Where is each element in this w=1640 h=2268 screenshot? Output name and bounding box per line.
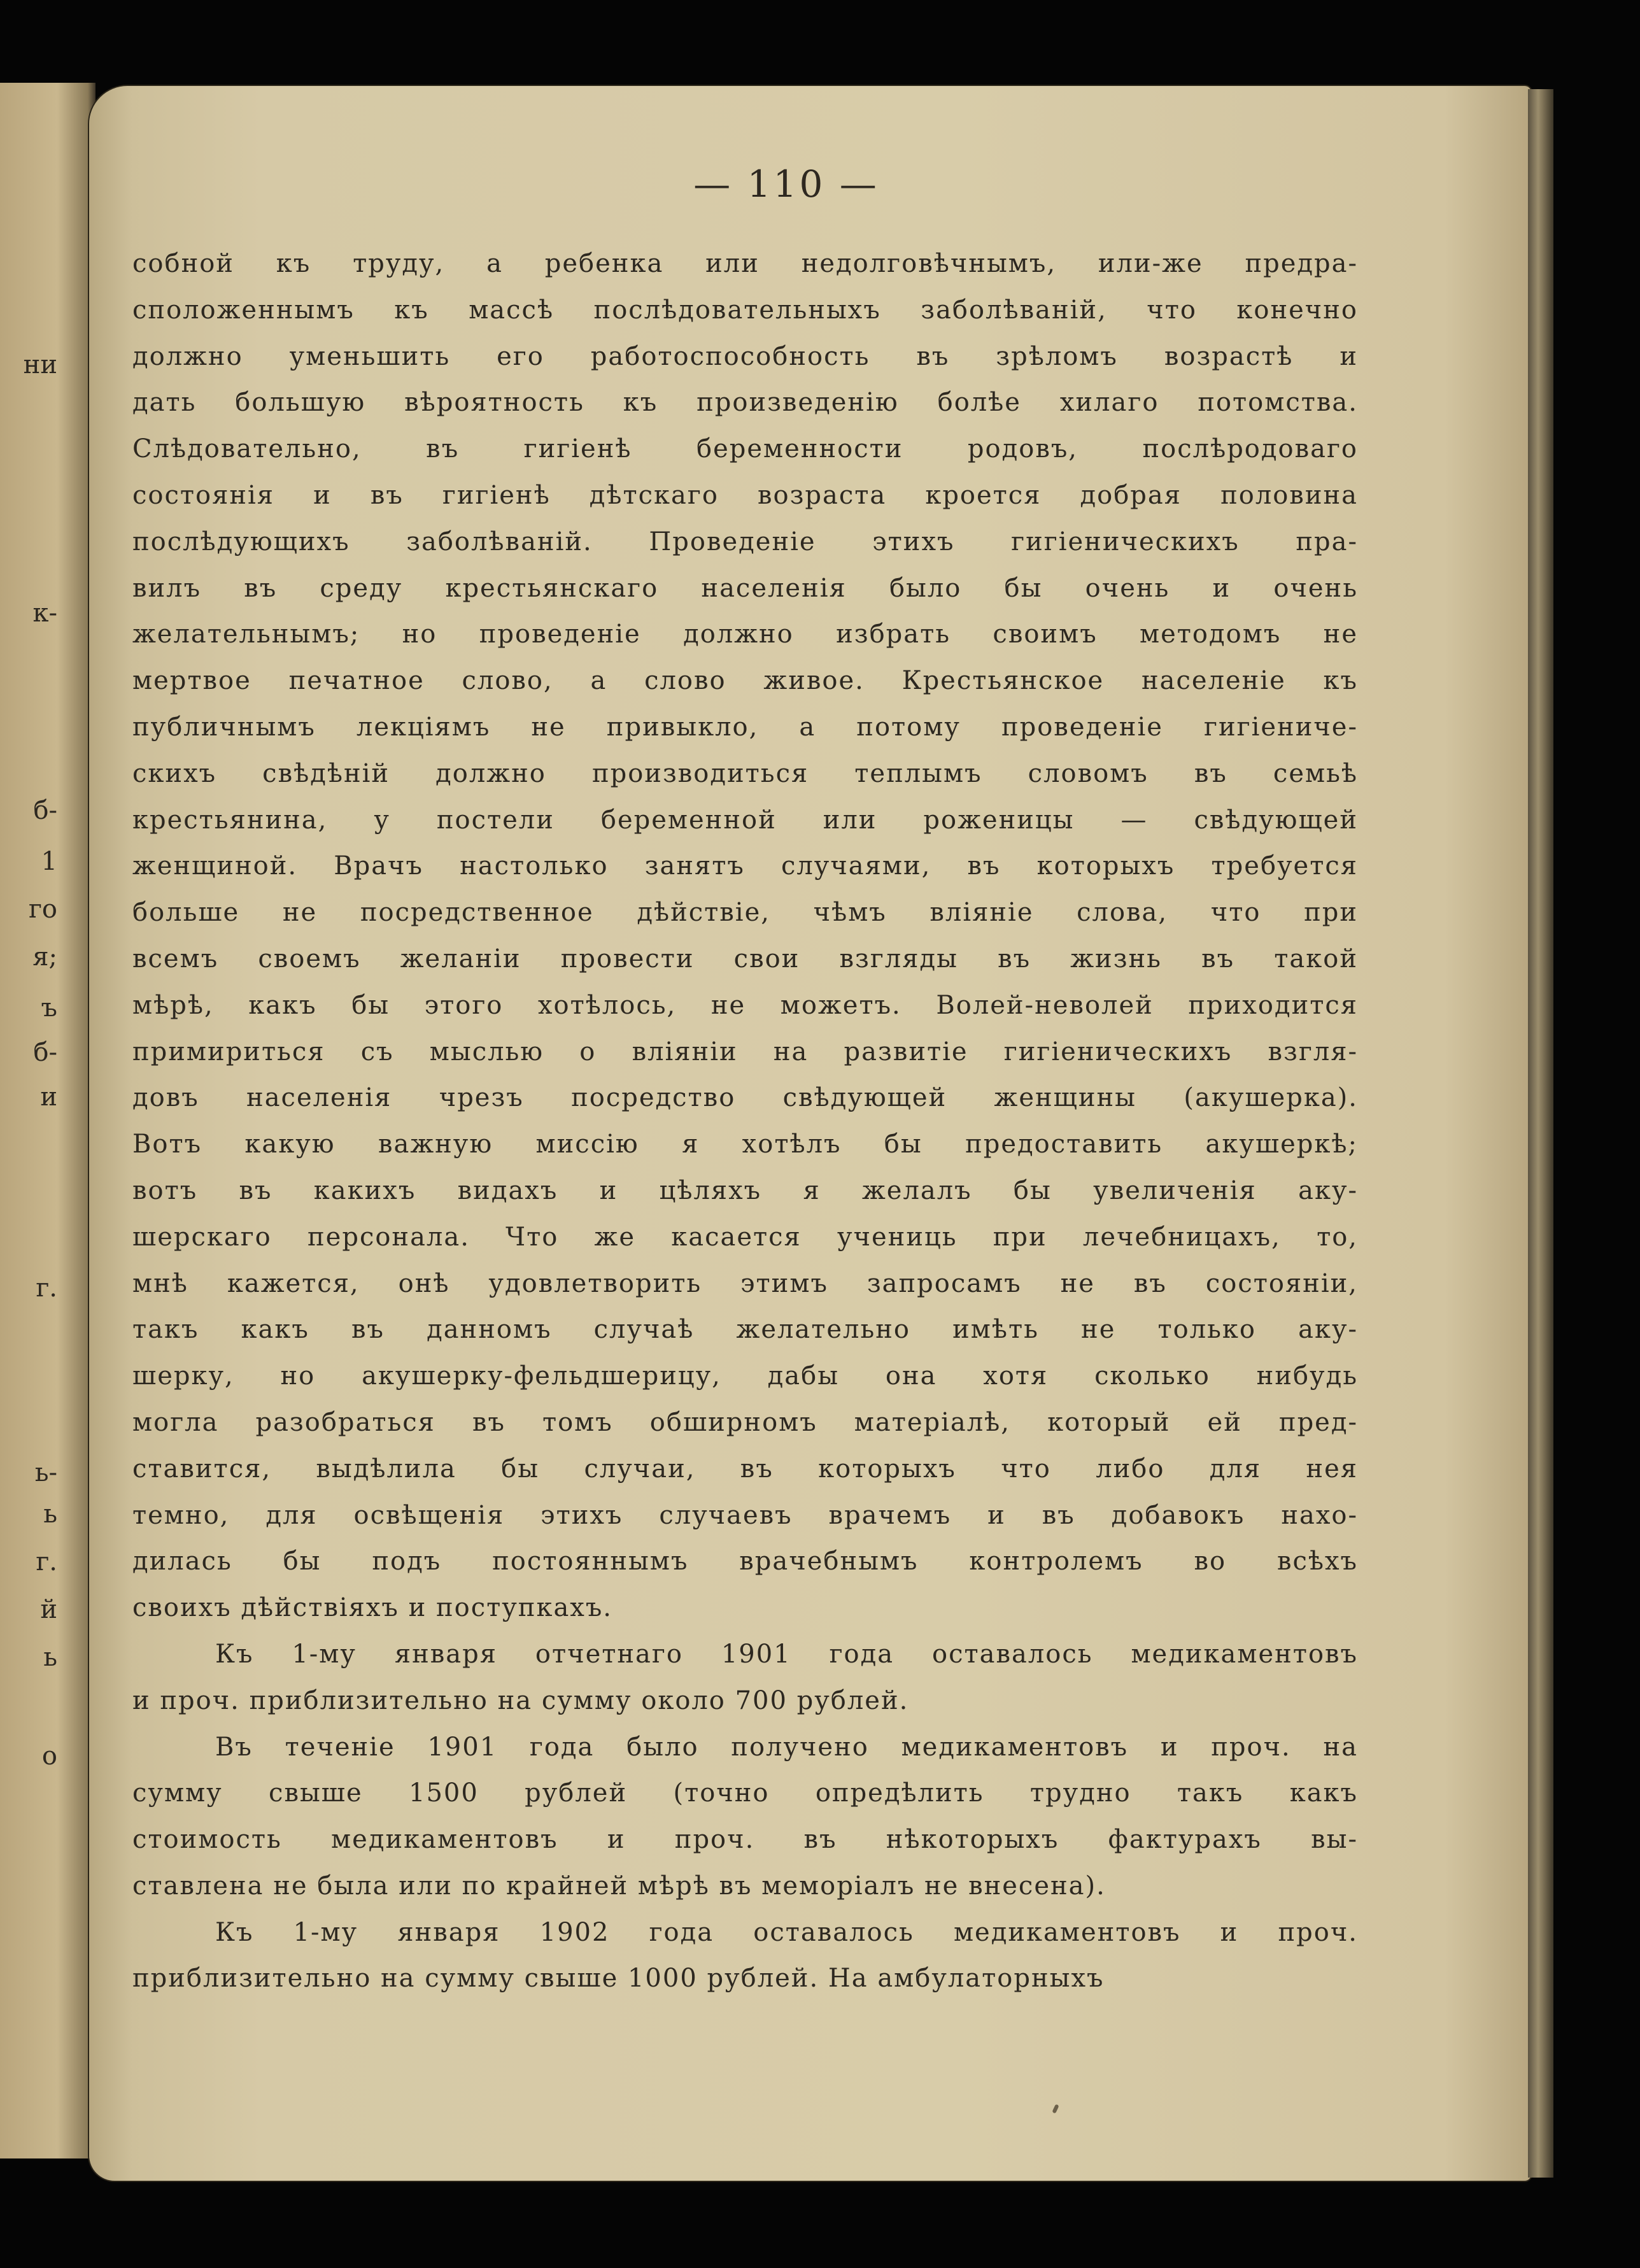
text-line: шерку, но акушерку-фельдшерицу, дабы она хотя сколько нибудь — [132, 1361, 1358, 1391]
text-line: собной къ труду, а ребенка или недолговѣчнымъ, или-же предра- — [132, 249, 1358, 278]
left-page-fragment: г. — [36, 1273, 57, 1303]
text-line: должно уменьшить его работоспособность въ зрѣломъ возрастѣ и — [132, 341, 1358, 371]
text-line: вилъ въ среду крестьянскаго населенія было бы очень и очень — [132, 573, 1358, 603]
text-line: Къ 1-му января 1902 года оставалось медикаментовъ и проч. — [215, 1917, 1358, 1947]
page-stack-edge — [1528, 89, 1553, 2178]
text-line: Въ теченіе 1901 года было получено медикаментовъ и проч. на — [215, 1732, 1358, 1762]
text-line: и проч. приблизительно на сумму около 700 рублей. — [132, 1685, 909, 1715]
left-page-fragment: ни — [23, 350, 57, 379]
left-page-fragment: б- — [33, 796, 57, 825]
text-line: женщиной. Врачъ настолько занятъ случаями, въ которыхъ требуется — [132, 851, 1358, 881]
text-line: желательнымъ; но проведеніе должно избрать своимъ методомъ не — [132, 620, 1358, 649]
left-page-fragment: к- — [32, 599, 57, 628]
text-line: мнѣ кажется, онѣ удовлетворить этимъ запросамъ не въ состояніи, — [132, 1268, 1358, 1298]
left-page-fragment: о — [41, 1741, 57, 1771]
text-line: ставлена не была или по крайней мѣрѣ въ меморіалъ не внесена). — [132, 1871, 1106, 1901]
text-line: больше не посредственное дѣйствіе, чѣмъ вліяніе слова, что при — [132, 898, 1358, 928]
text-line: всемъ своемъ желаніи провести свои взгляды въ жизнь въ такой — [132, 944, 1358, 974]
left-page-fragment: ь — [43, 1499, 57, 1529]
text-line: Слѣдовательно, въ гигіенѣ беременности родовъ, послѣродоваго — [132, 434, 1358, 464]
left-page-fragment: г. — [36, 1547, 57, 1577]
text-line: дилась бы подъ постояннымъ врачебнымъ контролемъ во всѣхъ — [132, 1547, 1358, 1577]
text-line: Къ 1-му января отчетнаго 1901 года оставалось медикаментовъ — [215, 1639, 1358, 1669]
left-page-fragment: б- — [33, 1038, 57, 1067]
paragraph — [132, 1724, 1358, 1910]
text-line: мертвое печатное слово, а слово живое. Крестьянское населеніе къ — [132, 666, 1358, 696]
page-number: — 110 — — [693, 162, 879, 206]
text-line: примириться съ мыслью о вліяніи на развитіе гигіеническихъ взгля- — [132, 1037, 1358, 1067]
text-line: мѣрѣ, какъ бы этого хотѣлось, не можетъ. Волей-неволей приходится — [132, 990, 1358, 1020]
text-line: довъ населенія чрезъ посредство свѣдующей женщины (акушерка). — [132, 1083, 1358, 1113]
page-body-text — [132, 241, 1358, 2002]
left-page-fragment: ь- — [34, 1458, 57, 1487]
text-line: такъ какъ въ данномъ случаѣ желательно имѣть не только аку- — [132, 1315, 1358, 1345]
left-page-fragment: го — [28, 895, 57, 924]
left-page-fragment: я; — [32, 942, 57, 972]
text-line: ставится, выдѣлила бы случаи, въ которыхъ что либо для нея — [132, 1454, 1358, 1484]
text-line: сумму свыше 1500 рублей (точно опредѣлить трудно такъ какъ — [132, 1778, 1358, 1808]
text-line: сположеннымъ къ массѣ послѣдовательныхъ заболѣваній, что конечно — [132, 295, 1358, 325]
paragraph — [132, 1910, 1358, 2002]
text-line: состоянія и въ гигіенѣ дѣтскаго возраста кроется добрая половина — [132, 480, 1358, 510]
left-page-fragment: ь — [43, 1643, 57, 1672]
text-line: темно, для освѣщенія этихъ случаевъ врачемъ и въ добавокъ нахо- — [132, 1500, 1358, 1530]
text-line: шерскаго персонала. Что же касается учениць при лечебницахъ, то, — [132, 1222, 1358, 1252]
text-line: послѣдующихъ заболѣваній. Проведеніе этихъ гигіеническихъ пра- — [132, 527, 1358, 556]
paragraph — [132, 1631, 1358, 1724]
text-line: крестьянина, у постели беременной или роженицы — свѣдующей — [132, 805, 1358, 835]
text-line: Вотъ какую важную миссію я хотѣлъ бы предоставить акушеркѣ; — [132, 1130, 1358, 1159]
text-line: публичнымъ лекціямъ не привыкло, а потому проведеніе гигіениче- — [132, 712, 1358, 742]
left-page-edge — [0, 83, 95, 2158]
text-line: своихъ дѣйствіяхъ и поступкахъ. — [132, 1593, 613, 1623]
left-page-fragment: ъ — [41, 993, 57, 1023]
text-line: вотъ въ какихъ видахъ и цѣляхъ я желалъ бы увеличенія аку- — [132, 1175, 1358, 1205]
text-line: могла разобраться въ томъ обширномъ матеріалѣ, который ей пред- — [132, 1407, 1358, 1437]
text-line: скихъ свѣдѣній должно производиться теплымъ словомъ въ семьѣ — [132, 758, 1358, 788]
text-line: дать большую вѣроятность къ произведенію болѣе хилаго потомства. — [132, 388, 1358, 418]
text-line: приблизительно на сумму свыше 1000 рублей. На амбулаторныхъ — [132, 1964, 1105, 1994]
left-page-fragment: 1 — [41, 847, 57, 876]
left-page-fragment: й — [40, 1595, 57, 1624]
text-line: стоимость медикаментовъ и проч. въ нѣкоторыхъ фактурахъ вы- — [132, 1825, 1358, 1855]
left-page-fragment: и — [40, 1082, 57, 1112]
paragraph — [132, 241, 1358, 1631]
